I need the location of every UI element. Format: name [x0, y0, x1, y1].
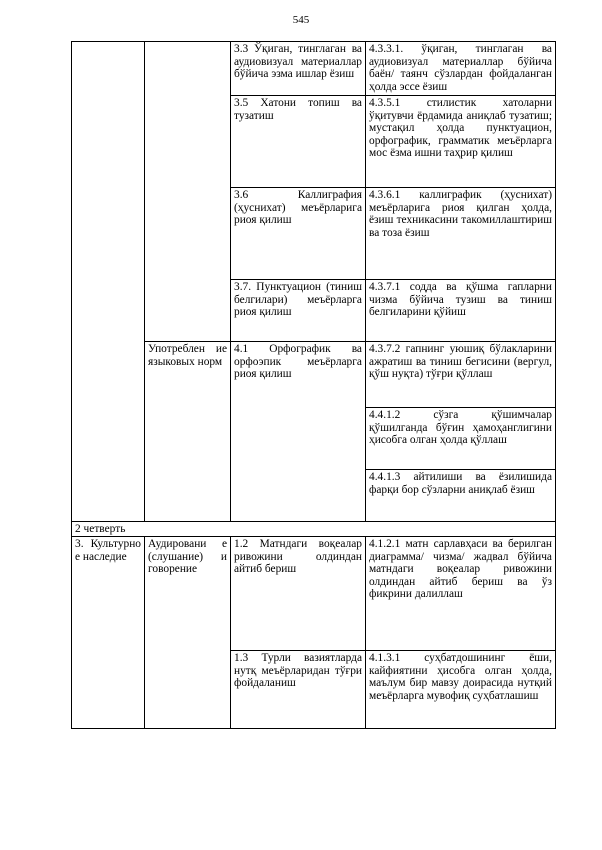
theme-cell — [72, 537, 145, 729]
quarter-header — [72, 522, 556, 537]
goal-cell — [231, 280, 366, 342]
quarter-label: 2 четверть — [75, 523, 126, 535]
section-text: Употреблен ие языковых норм — [148, 343, 227, 368]
curriculum-table — [71, 41, 556, 729]
theme-text: 3. Культурно е наследие — [75, 538, 141, 563]
objective-text: 4.4.1.2 сўзга қўшимчалар қўшилганда бўғин ҳамоҳанглигини ҳисобга олган ҳолда қўллаш — [369, 409, 552, 447]
objective-cell — [366, 342, 556, 408]
theme-cell — [72, 42, 145, 522]
goal-text: 1.3 Турли вазиятларда нутқ меъёрларидан тўғри фойдаланиш — [234, 652, 362, 690]
objective-text: 4.3.3.1. ўқиган, тинглаган ва аудиовизуал материаллар бўйича баён/ таянч сўзлардан фойдаланган ҳолда эссе ёзиш — [369, 43, 552, 93]
table-row — [72, 522, 556, 537]
objective-text: 4.4.1.3 айтилиши ва ёзилишида фарқи бор сўзларни аниқлаб ёзиш — [369, 471, 552, 496]
section-cell — [145, 537, 231, 729]
objective-cell — [366, 408, 556, 470]
objective-cell — [366, 42, 556, 96]
table-row — [72, 42, 556, 96]
goal-cell — [231, 537, 366, 651]
section-text: Аудировани е (слушание) и говорение — [148, 538, 227, 576]
section-cell — [145, 42, 231, 342]
table-row — [72, 342, 556, 408]
objective-text: 4.3.7.1 содда ва қўшма гапларни чизма бўйича тузиш ва тиниш белгиларини қўйиш — [369, 281, 552, 319]
goal-text: 3.6 Каллиграфия (ҳуснихат) меъёрларига риоя қилиш — [234, 189, 362, 227]
goal-text: 1.2 Матндаги воқеалар ривожини олдиндан айтиб бериш — [234, 538, 362, 576]
goal-text: 4.1 Орфографик ва орфоэпик меъёрларга риоя қилиш — [234, 343, 362, 381]
objective-text: 4.3.5.1 стилистик хатоларни ўқитувчи ёрдамида аниқлаб тузатиш; мустақил ҳолда пунктуацион, орфографик, грамматик меъёрларга мос ёзма ишни таҳрир қилиш — [369, 97, 552, 160]
objective-cell — [366, 188, 556, 280]
goal-cell — [231, 342, 366, 522]
objective-text: 4.3.6.1 каллиграфик (ҳуснихат) меъёрларига риоя қилган ҳолда, ёзиш техникасини такомиллаштириш ва тоза ёзиш — [369, 189, 552, 239]
objective-text: 4.1.2.1 матн сарлавҳаси ва берилган диаграмма/ чизма/ жадвал бўйича матндаги воқеалар ривожини олдиндан айтиб бериш ва ўз фикрини далиллаш — [369, 538, 552, 601]
goal-text: 3.3 Ўқиган, тинглаган ва аудиовизуал материаллар бўйича эзма ишлар ёзиш — [234, 43, 362, 81]
page-number: 545 — [292, 14, 310, 26]
goal-cell — [231, 188, 366, 280]
objective-cell — [366, 280, 556, 342]
goal-text: 3.7. Пунктуацион (тиниш белгилари) меъёрларга риоя қилиш — [234, 281, 362, 319]
objective-cell — [366, 470, 556, 522]
table-row — [72, 537, 556, 651]
objective-text: 4.1.3.1 суҳбатдошининг ёши, кайфиятини ҳисобга олган ҳолда, маълум бир мавзу доирасида нутқий меъёрларга мувофиқ суҳбатлашиш — [369, 652, 552, 702]
goal-cell — [231, 42, 366, 96]
objective-cell — [366, 96, 556, 188]
objective-cell — [366, 651, 556, 729]
objective-cell — [366, 537, 556, 651]
goal-cell — [231, 96, 366, 188]
section-cell — [145, 342, 231, 522]
goal-cell — [231, 651, 366, 729]
objective-text: 4.3.7.2 гапнинг уюшиқ бўлакларини ажратиш ва тиниш бегисини (вергул, қўш нуқта) тўғри қўллаш — [369, 343, 552, 381]
goal-text: 3.5 Хатони топиш ва тузатиш — [234, 97, 362, 122]
